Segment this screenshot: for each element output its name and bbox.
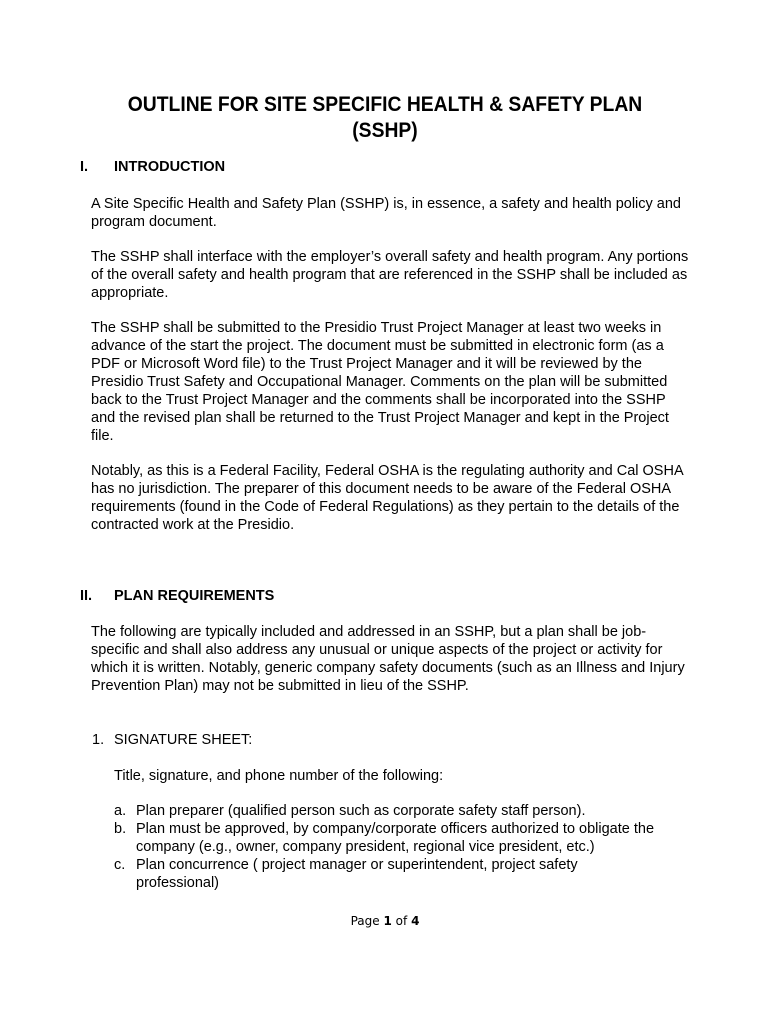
title-line-2: (SSHP) bbox=[352, 119, 418, 142]
paragraph-plan-requirements-intro: The following are typically included and addressed in an SSHP, but a plan shall be job-specific and shall also address any unusual or unique aspects of the project or activity for which it is written. Notably, generic company safety documents (such as an Illness and Injury Prevention Plan) may not be submitted in lieu of the SSHP. bbox=[91, 624, 685, 694]
document-title bbox=[104, 92, 665, 144]
sub-list-text: Plan preparer (qualified person such as corporate safety staff person). bbox=[136, 803, 586, 819]
section-title: INTRODUCTION bbox=[114, 159, 226, 175]
sub-list-marker: a. bbox=[114, 803, 127, 819]
sub-list-text: Plan must be approved, by company/corporate officers authorized to obligate the company (e.g., owner, company president, regional vice president, etc.) bbox=[136, 821, 655, 855]
sub-list-marker: b. bbox=[114, 821, 127, 837]
footer-page-total: 4 bbox=[411, 914, 420, 928]
sub-list-text: Plan concurrence ( project manager or superintendent, project safety professional) bbox=[136, 857, 578, 891]
title-line-1: OUTLINE FOR SITE SPECIFIC HEALTH & SAFETY PLAN bbox=[127, 93, 643, 116]
section-title: PLAN REQUIREMENTS bbox=[114, 588, 275, 604]
list-number: 1. bbox=[92, 732, 105, 748]
footer-page-number: 1 bbox=[383, 914, 392, 928]
list-item-label: SIGNATURE SHEET: bbox=[114, 732, 253, 748]
paragraph-signature-lead: Title, signature, and phone number of the following: bbox=[114, 768, 444, 784]
footer-page-word: Page bbox=[350, 914, 380, 928]
sub-list-marker: c. bbox=[114, 857, 126, 873]
paragraph-intro-definition: A Site Specific Health and Safety Plan (SSHP) is, in essence, a safety and health policy and program document. bbox=[91, 196, 681, 230]
page-footer bbox=[0, 913, 770, 929]
section-number: II. bbox=[80, 588, 93, 604]
paragraph-intro-interface: The SSHP shall interface with the employer’s overall safety and health program. Any portions of the overall safety and health program that are referenced in the SSHP shall be included as appropriate. bbox=[91, 249, 689, 301]
paragraph-intro-federal-osha: Notably, as this is a Federal Facility, Federal OSHA is the regulating authority and Cal OSHA has no jurisdiction. The preparer of this document needs to be aware of the Federal OSHA requirements (found in the Code of Federal Regulations) as they pertain to the details of the contracted work at the Presidio. bbox=[91, 463, 683, 533]
footer-of-word: of bbox=[395, 914, 408, 928]
section-number: I. bbox=[80, 159, 89, 175]
paragraph-intro-submission: The SSHP shall be submitted to the Presidio Trust Project Manager at least two weeks in advance of the start the project. The document must be submitted in electronic form (as a PDF or Microsoft Word file) to the Trust Project Manager and it will be reviewed by the Presidio Trust Safety and Occupational Manager. Comments on the plan will be submitted back to the Trust Project Manager and the comments shall be incorporated into the SSHP and the revised plan shall be returned to the Trust Project Manager and kept in the Project file. bbox=[91, 320, 669, 444]
